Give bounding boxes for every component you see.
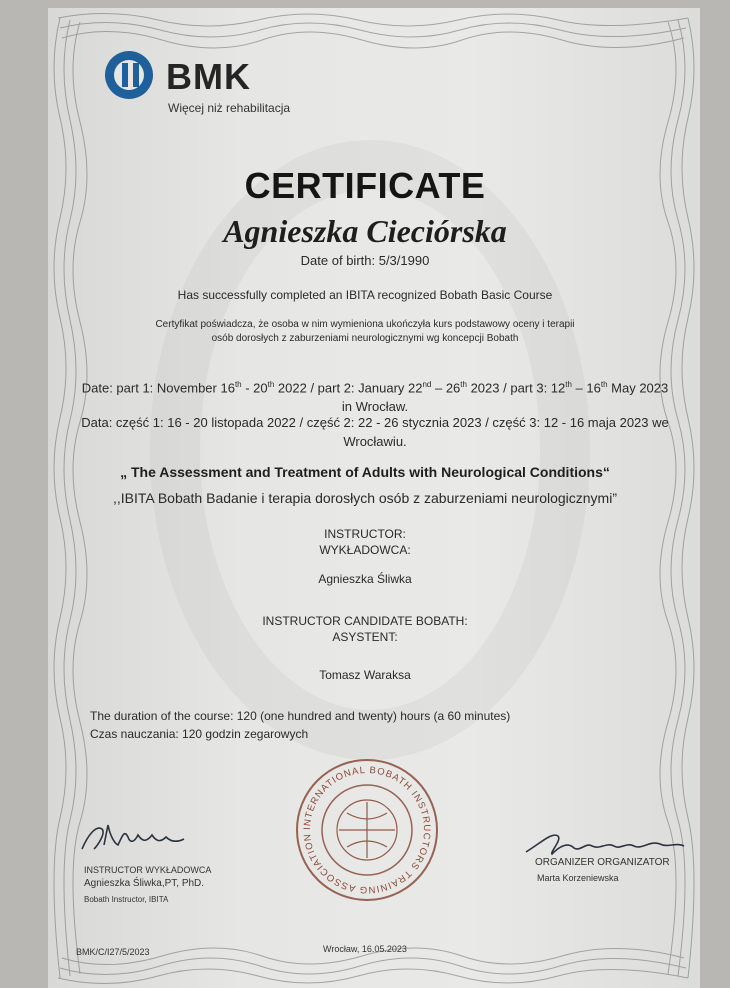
- organizer-signature-role: ORGANIZER ORGANIZATOR: [535, 857, 670, 868]
- instructor-name: Agnieszka Śliwka: [318, 572, 412, 586]
- course-title-pl: ,,IBITA Bobath Badanie i terapia dorosłych osób z zaburzeniami neurologicznymi”: [112, 490, 617, 506]
- candidate-name: Tomasz Waraksa: [319, 668, 411, 682]
- completion-statement-pl-line1: Certyfikat poświadcza, że osoba w nim wymieniona ukończyła kurs podstawowy oceny i terapii: [155, 319, 575, 330]
- course-duration-pl: Czas nauczania: 120 godzin zegarowych: [90, 727, 309, 741]
- candidate-label-pl: ASYSTENT:: [332, 630, 398, 644]
- recipient-name: Agnieszka Cieciórska: [223, 213, 507, 249]
- certificate-title: CERTIFICATE: [244, 165, 486, 206]
- instructor-label: INSTRUCTOR:: [324, 527, 406, 541]
- completion-statement-pl-line2: osób dorosłych z zaburzeniami neurologicznymi wg koncepcji Bobath: [211, 333, 519, 344]
- instructor-signature-name: Agnieszka Śliwka,PT, PhD.: [84, 878, 205, 889]
- logo-tagline: Więcej niż rehabilitacja: [168, 101, 291, 115]
- logo-brand: BMK: [166, 56, 251, 97]
- date-of-birth: Date of birth: 5/3/1990: [300, 253, 430, 268]
- course-dates-pl: Data: część 1: 16 - 20 listopada 2022 / część 2: 22 - 26 stycznia 2023 / część 3: 12 - 16 maja 2023 we Wrocławiu.: [81, 415, 669, 449]
- course-title-en: „ The Assessment and Treatment of Adults with Neurological Conditions“: [120, 464, 610, 480]
- completion-statement-en: Has successfully completed an IBITA recognized Bobath Basic Course: [177, 288, 553, 302]
- issue-place-date: Wrocław, 16.05.2023: [323, 944, 407, 954]
- course-place-en: in Wrocław.: [341, 399, 409, 415]
- ibita-seal: [292, 755, 442, 905]
- organizer-signature-name: Marta Korzeniewska: [537, 873, 619, 883]
- instructor-label-pl: WYKŁADOWCA:: [319, 543, 411, 557]
- bmk-logo: [102, 48, 302, 118]
- certificate-reference: BMK/C/I27/5/2023: [76, 947, 150, 957]
- instructor-signature-role: INSTRUCTOR WYKŁADOWCA: [84, 865, 212, 875]
- course-duration-en: The duration of the course: 120 (one hundred and twenty) hours (a 60 minutes): [90, 709, 511, 723]
- bmk-logo-icon: [102, 48, 164, 102]
- instructor-signature: [78, 815, 198, 857]
- seal-text: INTERNATIONAL BOBATH INSTRUCTORS TRAINING ASSOCIATION: [301, 764, 433, 896]
- course-dates-en: Date: part 1: November 16th - 20th 2022 / part 2: January 22nd – 26th 2023 / part 3: 12th – 16th May 2023 in Wrocław.: [81, 380, 669, 415]
- candidate-label: INSTRUCTOR CANDIDATE BOBATH:: [262, 614, 468, 628]
- instructor-signature-title: Bobath Instructor, IBITA: [84, 895, 169, 904]
